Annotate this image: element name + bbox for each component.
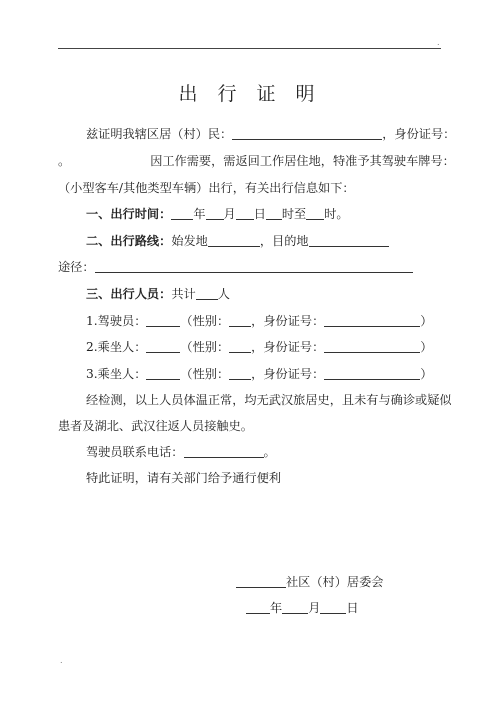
destination-label: ，目的地	[259, 234, 309, 248]
page-title: 出 行 证 明	[178, 83, 322, 105]
driver-label: 1.驾驶员：	[86, 314, 147, 328]
sign-day-field[interactable]	[320, 601, 346, 614]
driver-row	[86, 313, 432, 329]
sign-year-unit: 年	[270, 601, 283, 615]
passenger-2-gender-label: （性别：	[180, 340, 230, 354]
passenger-3-id-label: ，身份证号：	[251, 367, 325, 381]
month-unit: 月	[223, 207, 236, 221]
driver-close-paren: ）	[420, 314, 433, 328]
sign-year-field[interactable]	[246, 601, 270, 614]
passenger-3-label: 3.乘坐人：	[86, 367, 147, 381]
paragraph-line-3	[58, 180, 355, 196]
passenger-2-gender-field[interactable]	[229, 340, 251, 353]
passenger-3-close-paren: ）	[420, 367, 433, 381]
passenger-3-gender-field[interactable]	[229, 367, 251, 380]
corner-mark-top: .	[437, 38, 440, 47]
waypoint-field[interactable]	[95, 260, 413, 273]
sign-day-unit: 日	[346, 601, 359, 615]
passenger-3-gender-label: （性别：	[180, 367, 230, 381]
signature-org-row	[236, 574, 384, 590]
day-unit: 日	[253, 207, 266, 221]
id-number-label: ，身份证号：	[382, 127, 456, 141]
health-statement-line-2: 患者及湖北、武汉往返人员接触史。	[58, 419, 253, 433]
travel-time-row	[86, 206, 349, 222]
corner-mark-bottom: .	[60, 656, 63, 665]
hour-end-text: 时。	[324, 207, 349, 221]
hour-to-text: 时至	[281, 207, 307, 221]
year-field[interactable]	[171, 207, 193, 220]
resident-intro-text: 兹证明我辖区居（村）民：	[86, 127, 233, 141]
traveler-count-field[interactable]	[196, 287, 218, 300]
end-hour-field[interactable]	[306, 207, 324, 220]
passenger-2-id-field[interactable]	[324, 340, 420, 353]
paragraph-line-1	[86, 126, 455, 142]
destination-field[interactable]	[309, 234, 389, 247]
resident-name-field[interactable]	[232, 127, 382, 140]
paragraph-line-2	[58, 153, 455, 169]
origin-label: 始发地	[171, 234, 208, 248]
driver-phone-end: 。	[263, 445, 276, 459]
travel-time-label: 一、出行时间：	[86, 207, 172, 221]
driver-phone-label: 驾驶员联系电话：	[86, 445, 184, 459]
vehicle-type-text: （小型客车/其他类型车辆）出行，有关出行信息如下：	[58, 181, 355, 195]
waypoint-row	[58, 259, 413, 275]
waypoint-label: 途径：	[58, 260, 95, 274]
driver-phone-row	[86, 444, 276, 460]
driver-phone-field[interactable]	[184, 445, 264, 458]
passenger-2-close-paren: ）	[420, 340, 433, 354]
driver-id-label: ，身份证号：	[251, 314, 325, 328]
driver-gender-field[interactable]	[229, 314, 251, 327]
total-label: 共计	[171, 287, 196, 301]
passenger-2-id-label: ，身份证号：	[251, 340, 325, 354]
passenger-2-row	[86, 339, 432, 355]
id-number-end: 。	[58, 154, 71, 168]
driver-name-field[interactable]	[146, 314, 180, 327]
health-statement-line-1: 经检测，以上人员体温正常，均无武汉旅居史，且未有与确诊或疑似	[86, 393, 452, 407]
origin-field[interactable]	[208, 234, 260, 247]
travel-route-row	[86, 233, 389, 249]
sign-date-row	[246, 600, 359, 616]
year-unit: 年	[193, 207, 206, 221]
passenger-3-row	[86, 366, 432, 382]
person-unit: 人	[217, 287, 230, 301]
community-committee-label: 社区（村）居委会	[286, 575, 384, 589]
travel-route-label: 二、出行路线：	[86, 234, 172, 248]
driver-gender-label: （性别：	[180, 314, 230, 328]
closing-statement: 特此证明，请有关部门给予通行便利	[86, 471, 281, 485]
driver-id-field[interactable]	[324, 314, 420, 327]
sign-month-unit: 月	[308, 601, 321, 615]
community-name-field[interactable]	[236, 575, 286, 588]
travelers-label: 三、出行人员：	[86, 287, 172, 301]
passenger-3-name-field[interactable]	[146, 367, 180, 380]
start-hour-field[interactable]	[266, 207, 282, 220]
day-field[interactable]	[236, 207, 254, 220]
travelers-row	[86, 286, 230, 302]
month-field[interactable]	[206, 207, 224, 220]
reason-text: 因工作需要，需返回工作居住地，特准予其驾驶车牌号：	[150, 154, 455, 168]
header-rule	[58, 48, 441, 49]
passenger-2-name-field[interactable]	[146, 340, 180, 353]
passenger-3-id-field[interactable]	[324, 367, 420, 380]
passenger-2-label: 2.乘坐人：	[86, 340, 147, 354]
sign-month-field[interactable]	[282, 601, 308, 614]
